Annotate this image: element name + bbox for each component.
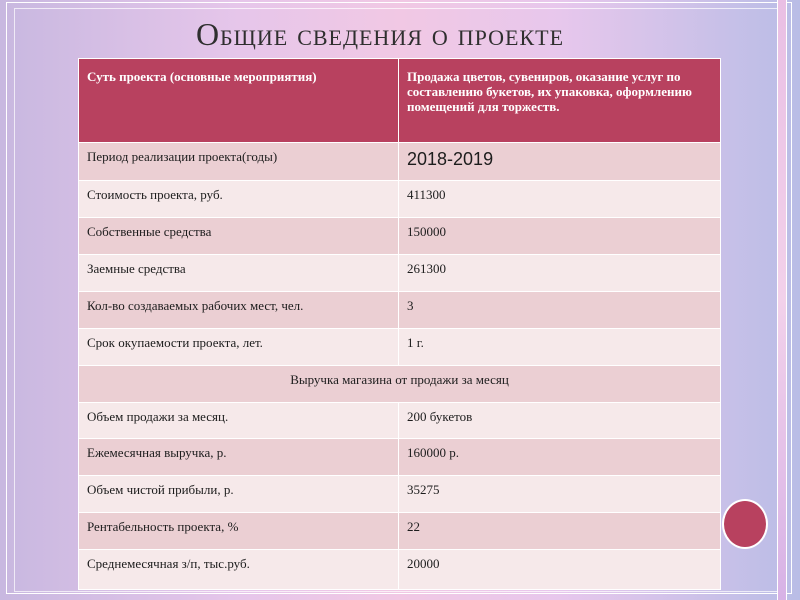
table-section-row [79, 366, 721, 403]
header-label: Суть проекта (основные мероприятия) [79, 59, 399, 143]
table-row [79, 292, 721, 329]
row-label: Объем чистой прибыли, р. [79, 476, 399, 513]
table-row [79, 550, 721, 590]
row-value: 200 букетов [399, 403, 721, 439]
table-row [79, 403, 721, 439]
row-value: 1 г. [399, 329, 721, 366]
decorative-side-bar [777, 0, 787, 600]
table-row [79, 439, 721, 476]
row-value: 22 [399, 513, 721, 550]
table-row [79, 513, 721, 550]
row-label: Кол-во создаваемых рабочих мест, чел. [79, 292, 399, 329]
table-row [79, 255, 721, 292]
row-label: Рентабельность проекта, % [79, 513, 399, 550]
row-value: 35275 [399, 476, 721, 513]
project-info-table [78, 58, 721, 590]
row-label: Заемные средства [79, 255, 399, 292]
row-label: Ежемесячная выручка, р. [79, 439, 399, 476]
row-label: Объем продажи за месяц. [79, 403, 399, 439]
section-title: Выручка магазина от продажи за месяц [79, 366, 721, 403]
row-value: 261300 [399, 255, 721, 292]
row-value: 411300 [399, 181, 721, 218]
table-row [79, 181, 721, 218]
row-label: Срок окупаемости проекта, лет. [79, 329, 399, 366]
row-label: Собственные средства [79, 218, 399, 255]
row-value: 2018-2019 [399, 143, 721, 181]
row-value: 3 [399, 292, 721, 329]
row-value: 20000 [399, 550, 721, 590]
row-value: 160000 р. [399, 439, 721, 476]
table-row [79, 218, 721, 255]
decorative-circle [722, 499, 768, 549]
row-label: Стоимость проекта, руб. [79, 181, 399, 218]
table-row-period [79, 143, 721, 181]
row-label: Период реализации проекта(годы) [79, 143, 399, 181]
header-value: Продажа цветов, сувениров, оказание услуг по составлению букетов, их упаковка, оформлению помещений для торжеств. [399, 59, 721, 143]
table-row [79, 329, 721, 366]
slide-title: Общие сведения о проекте [195, 16, 565, 52]
table-row [79, 476, 721, 513]
row-label: Среднемесячная з/п, тыс.руб. [79, 550, 399, 590]
table-header-row [79, 59, 721, 143]
row-value: 150000 [399, 218, 721, 255]
